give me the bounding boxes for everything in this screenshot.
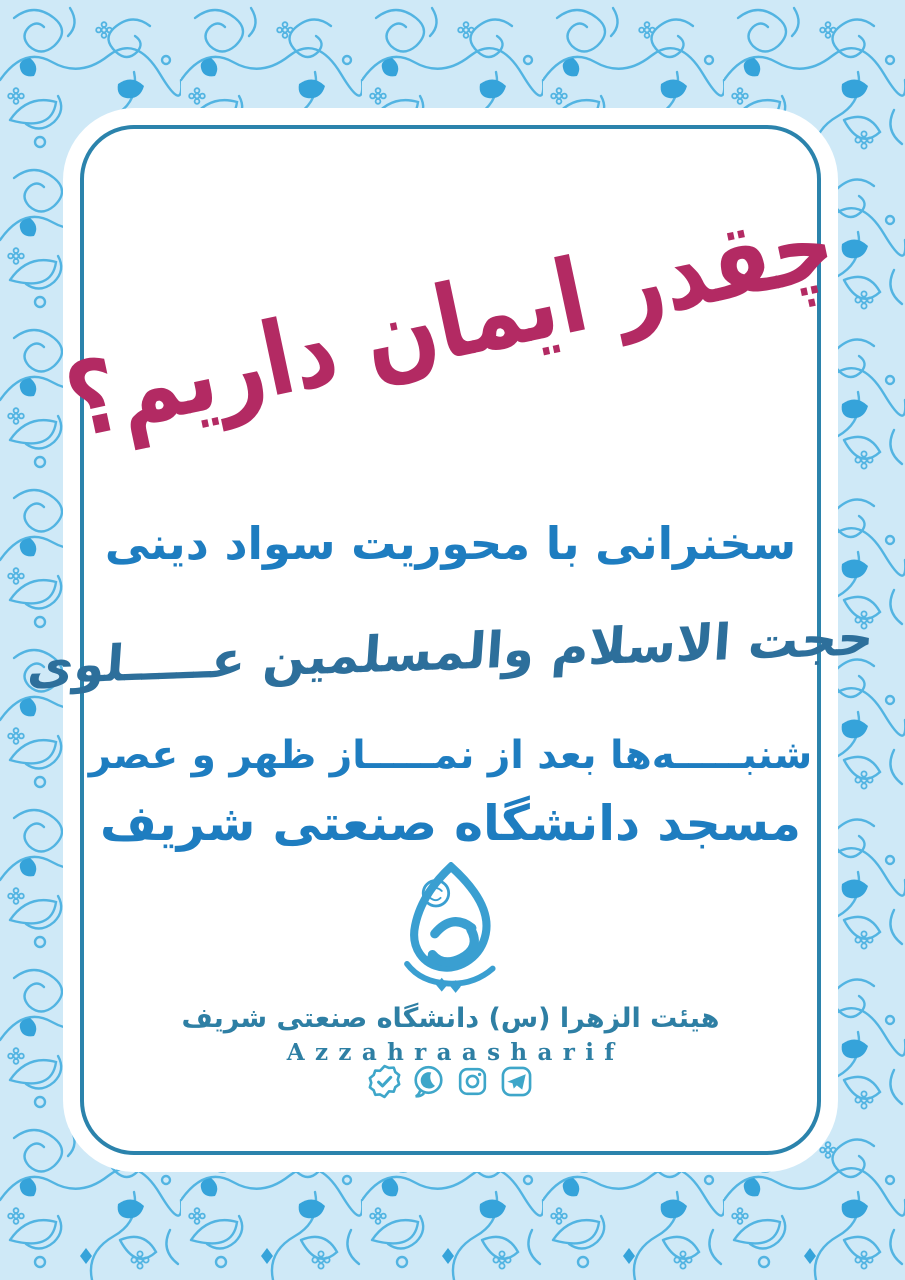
organization-name-latin: Azzahraasharif: [286, 1038, 625, 1066]
organization-name-fa: هیئت الزهرا (س) دانشگاه صنعتی شریف: [181, 1002, 720, 1034]
venue-line: مسجد دانشگاه صنعتی شریف: [99, 794, 802, 852]
lecture-subtitle: سخنرانی با محوریت سواد دینی: [104, 516, 797, 570]
instagram-icon: [454, 1063, 491, 1100]
schedule-line: شنبـــــه‌ها بعد از نمـــــاز ظهر و عصر: [88, 732, 813, 778]
azzahra-heyat-logo: [381, 862, 521, 994]
poster-title: چقدر ایمان داریم؟: [56, 184, 845, 462]
telegram-icon: [498, 1063, 535, 1100]
social-icons-row: [63, 1058, 838, 1104]
speaker-name: حجت الاسلام والمسلمین عـــــلوی: [25, 608, 876, 696]
eitaa-icon: [366, 1063, 403, 1100]
soroush-icon: [410, 1063, 447, 1100]
poster-card: [25, 108, 876, 1172]
